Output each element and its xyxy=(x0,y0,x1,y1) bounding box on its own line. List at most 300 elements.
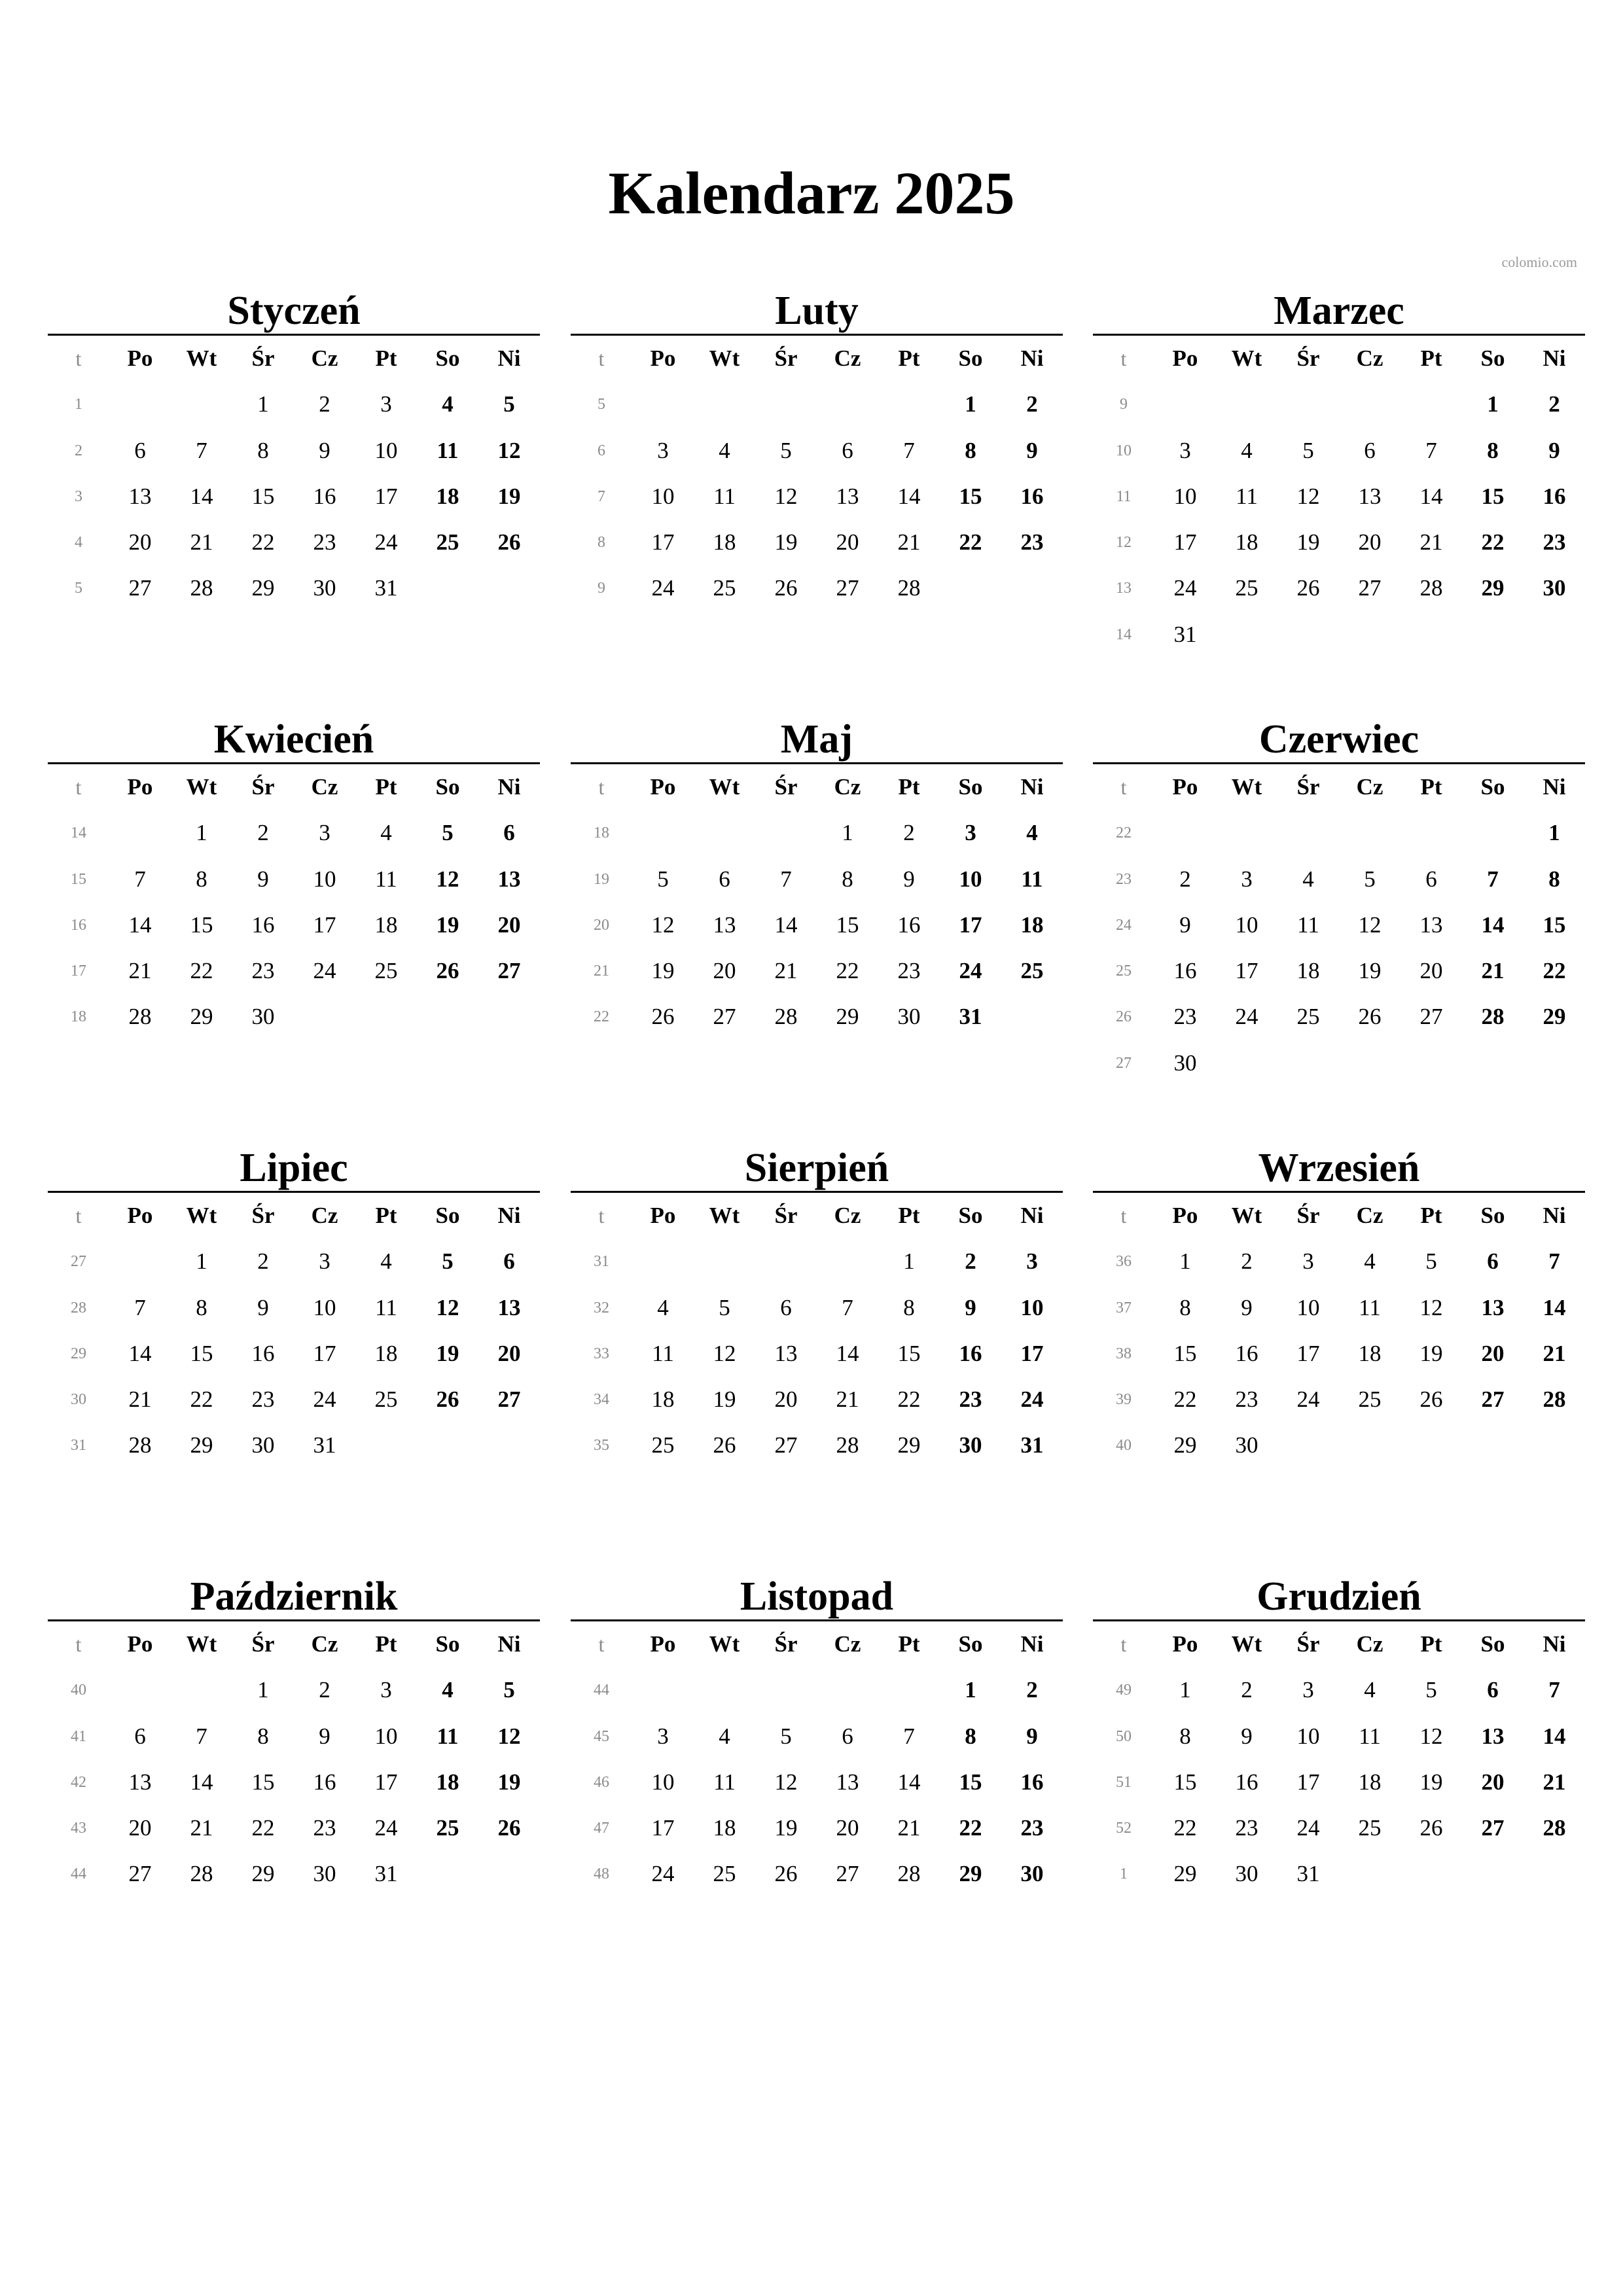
day-header: Wt xyxy=(1231,345,1262,371)
day-header: So xyxy=(1480,1203,1505,1228)
day: 26 xyxy=(774,1861,798,1887)
day-header: Po xyxy=(127,1631,153,1657)
weekend-day: 6 xyxy=(1487,1248,1499,1275)
day: 26 xyxy=(651,1004,675,1030)
weekend-day: 1 xyxy=(1548,820,1560,846)
weekend-day xyxy=(1524,612,1585,658)
day: 19 xyxy=(1358,958,1382,984)
day xyxy=(1277,1422,1339,1468)
day-header: Śr xyxy=(251,774,275,800)
day xyxy=(817,1667,878,1713)
day: 1 xyxy=(903,1248,915,1275)
week-number: 11 xyxy=(1116,487,1132,505)
day-header: Po xyxy=(1172,345,1198,371)
day-header: Pt xyxy=(1420,774,1442,800)
week-number: 1 xyxy=(75,396,82,414)
day xyxy=(1277,810,1339,856)
weekend-day: 24 xyxy=(959,958,982,984)
day xyxy=(294,994,355,1040)
day xyxy=(355,1422,417,1468)
week-number: 51 xyxy=(1116,1773,1132,1791)
day: 19 xyxy=(1419,1340,1443,1366)
week-number: 44 xyxy=(71,1865,86,1883)
day: 5 xyxy=(1425,1248,1437,1275)
week-number: 28 xyxy=(71,1299,86,1316)
day: 30 xyxy=(1173,1050,1197,1076)
day: 31 xyxy=(1173,621,1197,647)
day: 15 xyxy=(836,911,859,938)
day: 9 xyxy=(257,866,269,892)
day: 13 xyxy=(713,911,736,938)
day: 2 xyxy=(319,1677,330,1703)
day: 3 xyxy=(1302,1248,1314,1275)
day: 9 xyxy=(1179,911,1191,938)
day: 31 xyxy=(1296,1861,1320,1887)
day: 6 xyxy=(842,437,853,463)
weekend-day: 20 xyxy=(1481,1340,1505,1366)
day-header: Cz xyxy=(834,345,861,371)
day: 2 xyxy=(1241,1248,1253,1275)
weekend-day: 20 xyxy=(497,911,521,938)
day-header: Wt xyxy=(709,345,740,371)
day: 7 xyxy=(196,1723,207,1749)
weekend-day: 9 xyxy=(1026,1723,1038,1749)
weekend-day: 6 xyxy=(503,820,515,846)
day xyxy=(755,381,817,427)
week-number: 30 xyxy=(71,1391,86,1409)
day: 15 xyxy=(190,1340,213,1366)
weekend-day: 5 xyxy=(503,1677,515,1703)
day: 19 xyxy=(1419,1769,1443,1795)
weekend-day: 19 xyxy=(436,1340,459,1366)
weekend-day: 13 xyxy=(1481,1723,1505,1749)
day: 17 xyxy=(374,483,398,509)
day-header: Śr xyxy=(1296,345,1320,371)
day-header: Po xyxy=(650,345,676,371)
weekend-day: 2 xyxy=(1548,391,1560,417)
day xyxy=(1216,612,1277,658)
week-number: 12 xyxy=(1116,534,1132,552)
week-number: 18 xyxy=(594,824,609,842)
day: 30 xyxy=(897,1004,921,1030)
day-header: So xyxy=(958,345,983,371)
weekend-day xyxy=(940,565,1001,611)
week-number-header: t xyxy=(75,347,82,370)
day: 21 xyxy=(1419,529,1443,556)
day: 25 xyxy=(1358,1386,1382,1413)
weekend-day xyxy=(1001,994,1063,1040)
weekend-day: 15 xyxy=(959,1769,982,1795)
month-name: Listopad xyxy=(571,1574,1063,1621)
weekend-day xyxy=(1462,810,1524,856)
weekend-day: 2 xyxy=(965,1248,976,1275)
week-number: 16 xyxy=(71,916,86,934)
weekend-day: 12 xyxy=(436,866,459,892)
weekend-day: 14 xyxy=(1481,911,1505,938)
weekend-day: 11 xyxy=(437,1723,459,1749)
day-header: Cz xyxy=(1356,1631,1383,1657)
week-number: 48 xyxy=(594,1865,609,1883)
day: 17 xyxy=(374,1769,398,1795)
week-number-header: t xyxy=(75,1204,82,1227)
weekend-day: 21 xyxy=(1481,958,1505,984)
day: 4 xyxy=(1241,437,1253,463)
weekend-day: 27 xyxy=(497,1386,521,1413)
day: 7 xyxy=(780,866,792,892)
weekend-day: 7 xyxy=(1548,1677,1560,1703)
day: 13 xyxy=(836,483,859,509)
week-number: 52 xyxy=(1116,1820,1132,1837)
day: 13 xyxy=(836,1769,859,1795)
weekend-day: 25 xyxy=(1020,958,1044,984)
day: 7 xyxy=(903,1723,915,1749)
day: 1 xyxy=(257,1677,269,1703)
weekend-day xyxy=(1462,1422,1524,1468)
day-header: Pt xyxy=(898,1631,920,1657)
day: 24 xyxy=(651,575,675,601)
day: 5 xyxy=(719,1294,730,1320)
week-number: 38 xyxy=(1116,1345,1132,1362)
day: 14 xyxy=(897,1769,921,1795)
day: 5 xyxy=(1364,866,1376,892)
day xyxy=(355,994,417,1040)
day: 22 xyxy=(836,958,859,984)
day: 20 xyxy=(713,958,736,984)
week-number: 40 xyxy=(71,1682,86,1699)
day: 27 xyxy=(774,1432,798,1458)
day: 2 xyxy=(1241,1677,1253,1703)
weekend-day xyxy=(417,1422,478,1468)
day-header: Ni xyxy=(1020,774,1044,800)
weekend-day: 16 xyxy=(1020,1769,1044,1795)
weekend-day: 6 xyxy=(503,1248,515,1275)
day: 11 xyxy=(713,1769,736,1795)
day: 28 xyxy=(897,1861,921,1887)
month-name: Czerwiec xyxy=(1093,716,1585,764)
weekend-day: 16 xyxy=(959,1340,982,1366)
day: 16 xyxy=(313,1769,336,1795)
day xyxy=(171,381,232,427)
day: 3 xyxy=(657,1723,669,1749)
weekend-day: 16 xyxy=(1543,483,1566,509)
weekend-day xyxy=(1524,1422,1585,1468)
month-days-grid xyxy=(1093,1621,1585,1898)
day: 18 xyxy=(1296,958,1320,984)
day-header: Wt xyxy=(186,1203,217,1228)
weekend-day xyxy=(478,1422,540,1468)
week-number: 36 xyxy=(1116,1253,1132,1271)
week-number: 32 xyxy=(594,1299,609,1316)
week-number: 31 xyxy=(594,1253,609,1271)
weekend-day xyxy=(478,1851,540,1897)
day: 14 xyxy=(1419,483,1443,509)
weekend-day xyxy=(478,565,540,611)
day-header: Po xyxy=(1172,1631,1198,1657)
day: 6 xyxy=(780,1294,792,1320)
week-number: 5 xyxy=(597,396,605,414)
weekend-day: 19 xyxy=(497,1769,521,1795)
day-header: So xyxy=(435,774,460,800)
day: 10 xyxy=(374,437,398,463)
day: 20 xyxy=(836,1815,859,1841)
weekend-day xyxy=(1524,1851,1585,1897)
day-header: So xyxy=(1480,774,1505,800)
day: 10 xyxy=(651,1769,675,1795)
day: 5 xyxy=(657,866,669,892)
day-header: Wt xyxy=(709,1203,740,1228)
weekend-day: 9 xyxy=(1548,437,1560,463)
weekend-day: 5 xyxy=(442,820,454,846)
weekend-day: 2 xyxy=(1026,1677,1038,1703)
day xyxy=(817,1239,878,1284)
week-number: 39 xyxy=(1116,1391,1132,1409)
day: 24 xyxy=(1296,1386,1320,1413)
weekend-day: 19 xyxy=(436,911,459,938)
day-header: Wt xyxy=(1231,1203,1262,1228)
day: 18 xyxy=(713,529,736,556)
day xyxy=(109,1239,171,1284)
day xyxy=(694,1667,755,1713)
day: 30 xyxy=(251,1432,275,1458)
day xyxy=(632,1667,694,1713)
day: 24 xyxy=(1296,1815,1320,1841)
day: 22 xyxy=(897,1386,921,1413)
day-header: Śr xyxy=(251,1631,275,1657)
day: 7 xyxy=(903,437,915,463)
weekend-day xyxy=(1524,1040,1585,1086)
day-header: Śr xyxy=(774,774,798,800)
day: 18 xyxy=(374,1340,398,1366)
weekend-day: 25 xyxy=(436,529,459,556)
day-header: Pt xyxy=(898,345,920,371)
day: 8 xyxy=(1179,1723,1191,1749)
weekend-day: 28 xyxy=(1481,1004,1505,1030)
week-number: 9 xyxy=(597,580,605,597)
week-number-header: t xyxy=(598,347,605,370)
weekend-day: 17 xyxy=(959,911,982,938)
day: 5 xyxy=(1302,437,1314,463)
day: 26 xyxy=(1419,1815,1443,1841)
day: 8 xyxy=(196,866,207,892)
day: 8 xyxy=(903,1294,915,1320)
week-number: 34 xyxy=(594,1391,609,1409)
month-name: Grudzień xyxy=(1093,1574,1585,1621)
week-number: 50 xyxy=(1116,1727,1132,1745)
month-block xyxy=(1093,1574,1585,1898)
day-header: Śr xyxy=(774,1203,798,1228)
day: 19 xyxy=(713,1386,736,1413)
day: 15 xyxy=(1173,1769,1197,1795)
day xyxy=(817,381,878,427)
day: 4 xyxy=(1364,1677,1376,1703)
weekend-day: 8 xyxy=(965,1723,976,1749)
day: 4 xyxy=(1302,866,1314,892)
day: 11 xyxy=(1359,1723,1381,1749)
day: 21 xyxy=(897,1815,921,1841)
day-header: Ni xyxy=(1020,1203,1044,1228)
weekend-day: 18 xyxy=(436,483,459,509)
day-header: Pt xyxy=(375,1203,397,1228)
month-block xyxy=(571,1574,1063,1898)
day: 3 xyxy=(380,1677,392,1703)
day: 2 xyxy=(1179,866,1191,892)
day: 16 xyxy=(1235,1340,1258,1366)
day: 29 xyxy=(1173,1861,1197,1887)
day xyxy=(755,810,817,856)
week-number: 47 xyxy=(594,1820,609,1837)
day: 8 xyxy=(257,1723,269,1749)
day xyxy=(1400,810,1462,856)
weekend-day: 21 xyxy=(1543,1340,1566,1366)
day xyxy=(1400,612,1462,658)
week-number-header: t xyxy=(598,775,605,799)
day: 25 xyxy=(1358,1815,1382,1841)
day-header: Wt xyxy=(709,774,740,800)
day-header: Wt xyxy=(1231,774,1262,800)
day xyxy=(1339,810,1400,856)
day: 21 xyxy=(190,1815,213,1841)
day: 9 xyxy=(1241,1294,1253,1320)
day: 20 xyxy=(128,1815,152,1841)
day xyxy=(1216,381,1277,427)
weekend-day: 7 xyxy=(1487,866,1499,892)
weekend-day: 10 xyxy=(1020,1294,1044,1320)
day: 11 xyxy=(713,483,736,509)
week-number: 18 xyxy=(71,1008,86,1026)
day: 30 xyxy=(1235,1861,1258,1887)
day: 6 xyxy=(134,437,146,463)
day-header: Śr xyxy=(774,1631,798,1657)
day: 4 xyxy=(657,1294,669,1320)
week-number: 42 xyxy=(71,1773,86,1791)
day: 2 xyxy=(903,820,915,846)
weekend-day: 29 xyxy=(959,1861,982,1887)
day xyxy=(109,810,171,856)
day: 10 xyxy=(651,483,675,509)
weekend-day: 1 xyxy=(965,1677,976,1703)
weekend-day: 4 xyxy=(1026,820,1038,846)
day: 19 xyxy=(1296,529,1320,556)
day: 16 xyxy=(1173,958,1197,984)
day: 28 xyxy=(128,1004,152,1030)
day xyxy=(1339,1040,1400,1086)
day-header: Ni xyxy=(497,1203,521,1228)
weekend-day: 29 xyxy=(1543,1004,1566,1030)
weekend-day: 22 xyxy=(1481,529,1505,556)
day-header: Po xyxy=(1172,1203,1198,1228)
day: 1 xyxy=(1179,1248,1191,1275)
day-header: Pt xyxy=(375,774,397,800)
week-number: 17 xyxy=(71,963,86,980)
day-header: Ni xyxy=(1543,1631,1566,1657)
day xyxy=(1339,381,1400,427)
day-header: Cz xyxy=(834,774,861,800)
day: 1 xyxy=(842,820,853,846)
day: 11 xyxy=(1359,1294,1381,1320)
week-number: 49 xyxy=(1116,1682,1132,1699)
day: 23 xyxy=(897,958,921,984)
week-number: 13 xyxy=(1116,580,1132,597)
weekend-day: 13 xyxy=(497,866,521,892)
day: 21 xyxy=(128,958,152,984)
day: 6 xyxy=(1425,866,1437,892)
week-number-header: t xyxy=(75,775,82,799)
month-days-grid xyxy=(1093,1193,1585,1469)
day: 20 xyxy=(128,529,152,556)
day-header: Ni xyxy=(497,345,521,371)
month-block xyxy=(48,1574,540,1898)
day-header: So xyxy=(1480,1631,1505,1657)
weekend-day: 29 xyxy=(1481,575,1505,601)
day: 3 xyxy=(657,437,669,463)
day: 14 xyxy=(128,1340,152,1366)
week-number-header: t xyxy=(1120,347,1127,370)
day: 30 xyxy=(313,575,336,601)
day: 31 xyxy=(374,1861,398,1887)
day: 29 xyxy=(1173,1432,1197,1458)
day: 3 xyxy=(1179,437,1191,463)
weekend-day: 23 xyxy=(1543,529,1566,556)
day: 25 xyxy=(374,958,398,984)
day: 12 xyxy=(713,1340,736,1366)
day: 22 xyxy=(1173,1386,1197,1413)
day-header: So xyxy=(958,1631,983,1657)
day xyxy=(1154,810,1216,856)
day: 23 xyxy=(251,1386,275,1413)
day: 27 xyxy=(128,575,152,601)
day: 23 xyxy=(1235,1386,1258,1413)
week-number: 29 xyxy=(71,1345,86,1362)
day: 10 xyxy=(1296,1723,1320,1749)
day: 30 xyxy=(313,1861,336,1887)
day: 14 xyxy=(190,483,213,509)
week-number: 46 xyxy=(594,1773,609,1791)
week-number: 9 xyxy=(1120,396,1128,414)
day: 28 xyxy=(1419,575,1443,601)
day xyxy=(1154,381,1216,427)
day: 8 xyxy=(842,866,853,892)
day-header: Ni xyxy=(1543,774,1566,800)
day: 21 xyxy=(836,1386,859,1413)
day: 11 xyxy=(375,866,397,892)
day: 18 xyxy=(1358,1340,1382,1366)
day xyxy=(694,381,755,427)
day xyxy=(1216,1040,1277,1086)
weekend-day xyxy=(1001,565,1063,611)
day: 5 xyxy=(780,1723,792,1749)
day: 24 xyxy=(313,1386,336,1413)
weekend-day: 26 xyxy=(497,529,521,556)
month-days-grid xyxy=(571,1193,1063,1469)
week-number: 5 xyxy=(75,580,82,597)
day: 17 xyxy=(1235,958,1258,984)
month-block xyxy=(1093,288,1585,658)
day: 15 xyxy=(897,1340,921,1366)
day: 24 xyxy=(313,958,336,984)
day: 21 xyxy=(897,529,921,556)
day-header: Pt xyxy=(375,1631,397,1657)
day: 12 xyxy=(1419,1723,1443,1749)
day xyxy=(878,381,940,427)
day xyxy=(1277,612,1339,658)
day: 29 xyxy=(836,1004,859,1030)
day: 1 xyxy=(196,820,207,846)
week-number: 41 xyxy=(71,1727,86,1745)
weekend-day: 21 xyxy=(1543,1769,1566,1795)
day: 6 xyxy=(842,1723,853,1749)
day: 3 xyxy=(319,1248,330,1275)
day: 20 xyxy=(1419,958,1443,984)
